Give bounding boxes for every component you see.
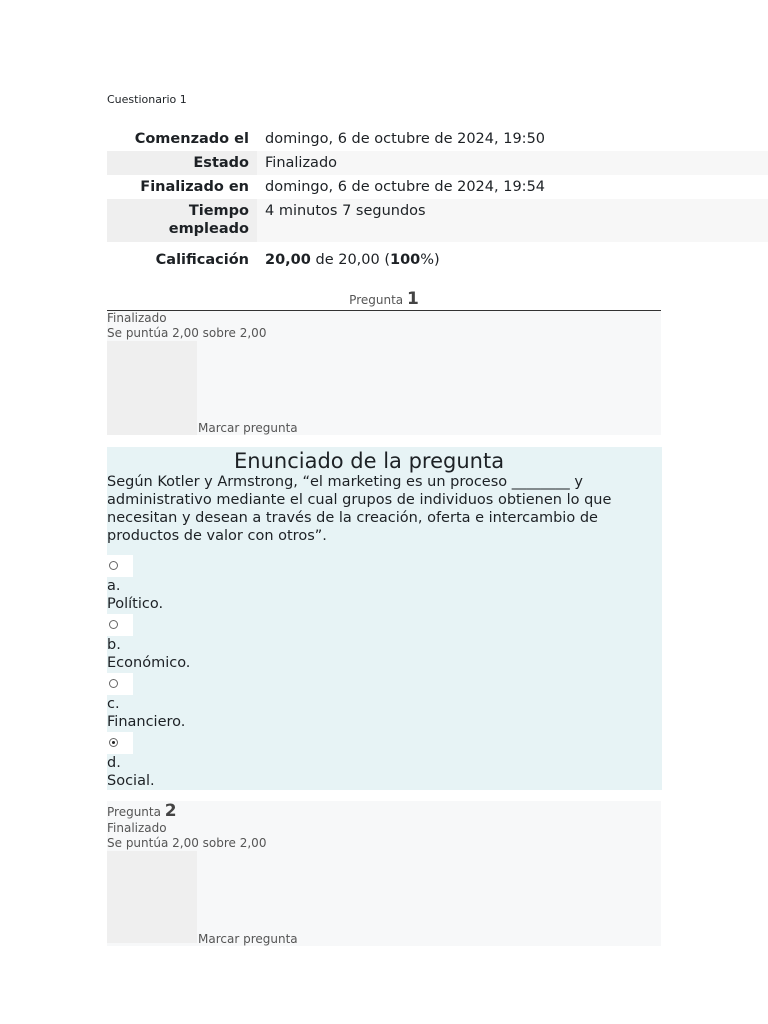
grade-value [257,242,768,272]
radio-container [107,673,133,695]
question-number [107,801,177,821]
summary-value: domingo, 6 de octubre de 2024, 19:50 [265,131,546,147]
flag-area [107,341,197,435]
grade-percent: 100 [390,252,421,268]
flag-question-link[interactable]: Marcar pregunta [198,932,298,946]
summary-label: Tiempo empleado [107,199,257,242]
option-text: Político. [107,596,164,612]
question-label: Pregunta [107,805,161,819]
question-state: Finalizado [107,821,167,835]
radio-container [107,732,133,754]
summary-row-time [107,199,768,242]
summary-label: Calificación [155,252,249,268]
summary-value: Finalizado [257,151,768,175]
question-1-number-header [107,289,661,311]
radio-button-selected[interactable] [109,738,118,747]
summary-row-started [107,127,768,151]
question-number-value: 2 [164,801,177,821]
grade-suffix: %) [420,252,440,268]
summary-value: domingo, 6 de octubre de 2024, 19:54 [265,179,546,195]
option-text: Social. [107,773,155,789]
question-state: Finalizado [107,311,167,325]
summary-label: Comenzado el [134,131,249,147]
summary-value: 4 minutos 7 segundos [257,199,768,242]
question-text: Según Kotler y Armstrong, “el marketing es un proceso ________ y administrativo mediante el cual grupos de individuos obtienen lo que necesitan y desean a través de la creación, oferta e intercambio de productos de valor con otros”. [107,474,612,544]
option-letter: b. [107,637,121,653]
summary-label: Finalizado en [140,179,249,195]
question-mark: Se puntúa 2,00 sobre 2,00 [107,836,267,850]
question-number [107,289,661,309]
option-text: Económico. [107,655,191,671]
question-1-info [107,311,661,435]
radio-container [107,614,133,636]
summary-label: Estado [107,151,257,175]
radio-button[interactable] [109,561,118,570]
document-title: Cuestionario 1 [107,93,187,106]
question-number-value: 1 [406,289,419,309]
flag-area [107,851,197,943]
question-1-content [107,447,662,790]
grade-middle: de 20,00 ( [310,252,390,268]
summary-row-grade [107,242,768,272]
radio-container [107,555,133,577]
attempt-summary-table [107,127,768,272]
summary-row-state [107,151,768,175]
option-text: Financiero. [107,714,186,730]
radio-button[interactable] [109,679,118,688]
question-heading: Enunciado de la pregunta [234,449,505,473]
option-letter: a. [107,578,121,594]
flag-question-link[interactable]: Marcar pregunta [198,421,298,435]
question-2-info [107,801,661,946]
radio-button[interactable] [109,620,118,629]
option-letter: d. [107,755,121,771]
question-label: Pregunta [349,293,404,307]
answer-option-a[interactable] [107,555,163,613]
option-letter: c. [107,696,120,712]
summary-row-finished [107,175,768,199]
answer-option-d[interactable] [107,732,155,790]
answer-option-c[interactable] [107,673,185,731]
grade-score: 20,00 [265,252,311,268]
question-mark: Se puntúa 2,00 sobre 2,00 [107,326,267,340]
answer-option-b[interactable] [107,614,190,672]
